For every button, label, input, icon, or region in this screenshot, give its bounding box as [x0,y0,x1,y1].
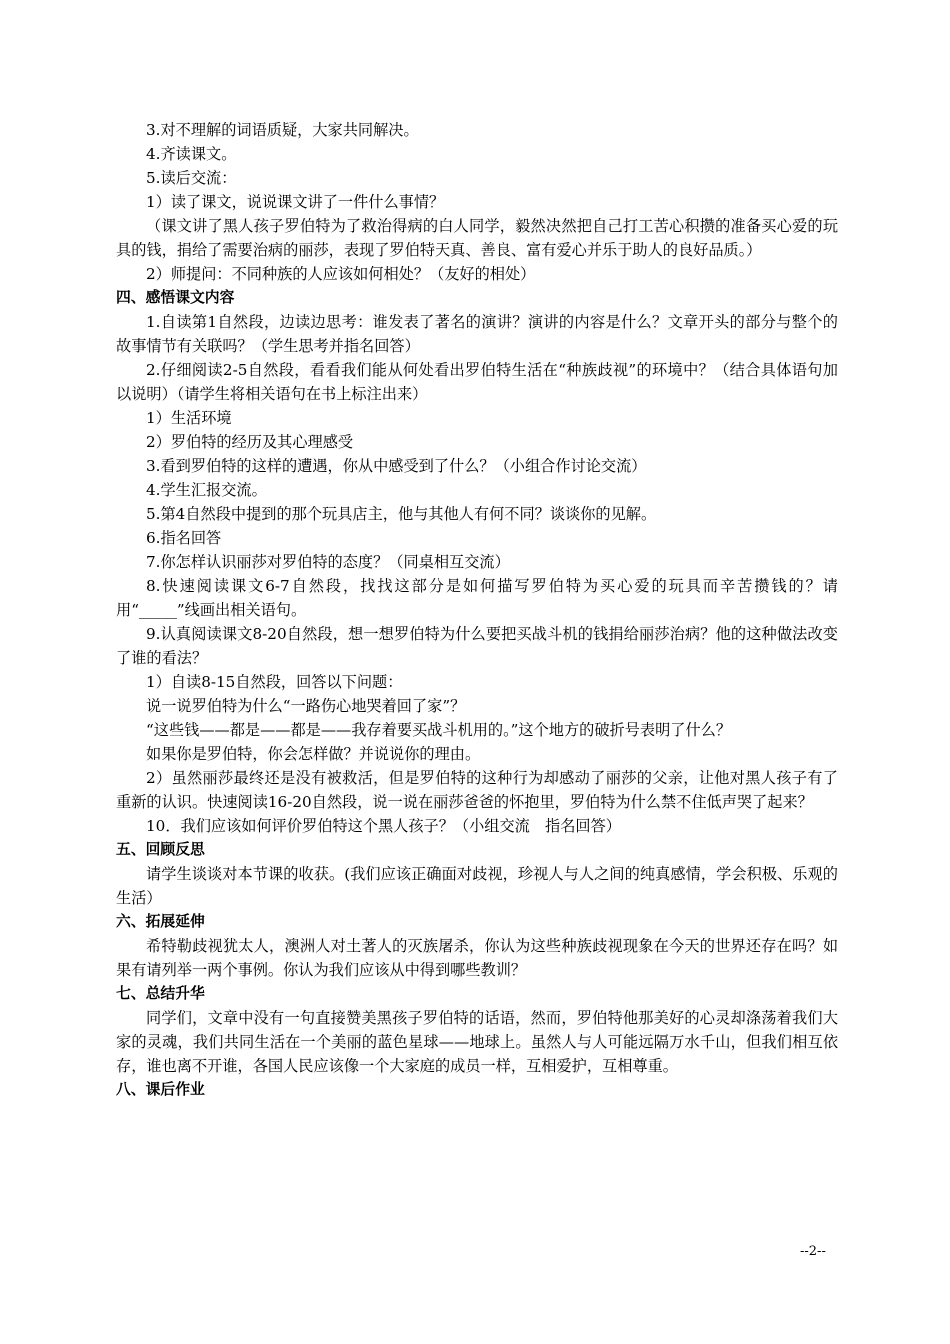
paragraph: 4.齐读课文。 [146,145,237,163]
paragraph: 1）自读8-15自然段，回答以下问题： [146,673,403,691]
paragraph: （课文讲了黑人孩子罗伯特为了救治得病的白人同学，毅然决然把自己打工苦心积攒的准备买心爱的玩具的钱，捐给了需要治病的丽莎，表现了罗伯特天真、善良、富有爱心并乐于助人的良好品质。） [116,217,838,259]
paragraph: “这些钱——都是——都是——我存着要买战斗机用的。”这个地方的破折号表明了什么？ [146,721,732,739]
section-heading: 六、拓展延伸 [116,913,205,930]
page-number: --2-- [800,1244,826,1259]
paragraph: 2）虽然丽莎最终还是没有被救活，但是罗伯特的这种行为却感动了丽莎的父亲，让他对黑人孩子有了重新的认识。快速阅读16-20自然段，说一说在丽莎爸爸的怀抱里，罗伯特为什么禁不住低声哭了起来？ [116,769,838,811]
paragraph: 1.自读第1自然段，边读边思考：谁发表了著名的演讲？演讲的内容是什么？文章开头的部分与整个的故事情节有关联吗？（学生思考并指名回答） [116,313,838,355]
paragraph: 4.学生汇报交流。 [146,481,267,499]
paragraph: 7.你怎样认识丽莎对罗伯特的态度？（同桌相互交流） [146,553,510,571]
paragraph: 2.仔细阅读2-5自然段，看看我们能从何处看出罗伯特生活在“种族歧视”的环境中？（结合具体语句加以说明）（请学生将相关语句在书上标注出来） [116,361,838,403]
paragraph: 2）罗伯特的经历及其心理感受 [146,433,354,451]
section-heading: 七、总结升华 [116,985,205,1002]
paragraph: 3.对不理解的词语质疑，大家共同解决。 [146,121,419,139]
paragraph: 3.看到罗伯特的这样的遭遇，你从中感受到了什么？（小组合作讨论交流） [146,457,647,475]
paragraph: 2）师提问：不同种族的人应该如何相处？（友好的相处） [146,265,536,283]
paragraph: 1）生活环境 [146,409,232,427]
section-heading: 五、回顾反思 [116,841,205,858]
paragraph: 请学生谈谈对本节课的收获。(我们应该正确面对歧视，珍视人与人之间的纯真感情，学会积极、乐观的生活） [116,865,838,907]
paragraph: 10．我们应该如何评价罗伯特这个黑人孩子？（小组交流 指名回答） [146,817,621,835]
document-body [116,118,838,1102]
paragraph: 说一说罗伯特为什么“一路伤心地哭着回了家”？ [146,697,466,715]
section-heading: 四、感悟课文内容 [116,289,235,306]
paragraph: 8.快速阅读课文6-7自然段，找找这部分是如何描写罗伯特为买心爱的玩具而辛苦攒钱的？请用“_____”线画出相关语句。 [116,577,838,619]
paragraph: 6.指名回答 [146,529,222,547]
paragraph: 同学们，文章中没有一句直接赞美黑孩子罗伯特的话语，然而，罗伯特他那美好的心灵却涤荡着我们大家的灵魂，我们共同生活在一个美丽的蓝色星球——地球上。虽然人与人可能远隔万水千山，但我们相互依存，谁也离不开谁，各国人民应该像一个大家庭的成员一样，互相爱护，互相尊重。 [116,1009,838,1075]
paragraph: 5.读后交流： [146,169,237,187]
paragraph: 5.第4自然段中提到的那个玩具店主，他与其他人有何不同？谈谈你的见解。 [146,505,657,523]
paragraph: 1）读了课文，说说课文讲了一件什么事情？ [146,193,445,211]
paragraph: 如果你是罗伯特，你会怎样做？并说说你的理由。 [146,745,481,763]
section-heading: 八、课后作业 [116,1081,205,1098]
paragraph: 9.认真阅读课文8-20自然段，想一想罗伯特为什么要把买战斗机的钱捐给丽莎治病？他的这种做法改变了谁的看法？ [116,625,838,667]
paragraph: 希特勒歧视犹太人，澳洲人对土著人的灭族屠杀，你认为这些种族歧视现象在今天的世界还存在吗？如果有请列举一两个事例。你认为我们应该从中得到哪些教训？ [116,937,838,979]
